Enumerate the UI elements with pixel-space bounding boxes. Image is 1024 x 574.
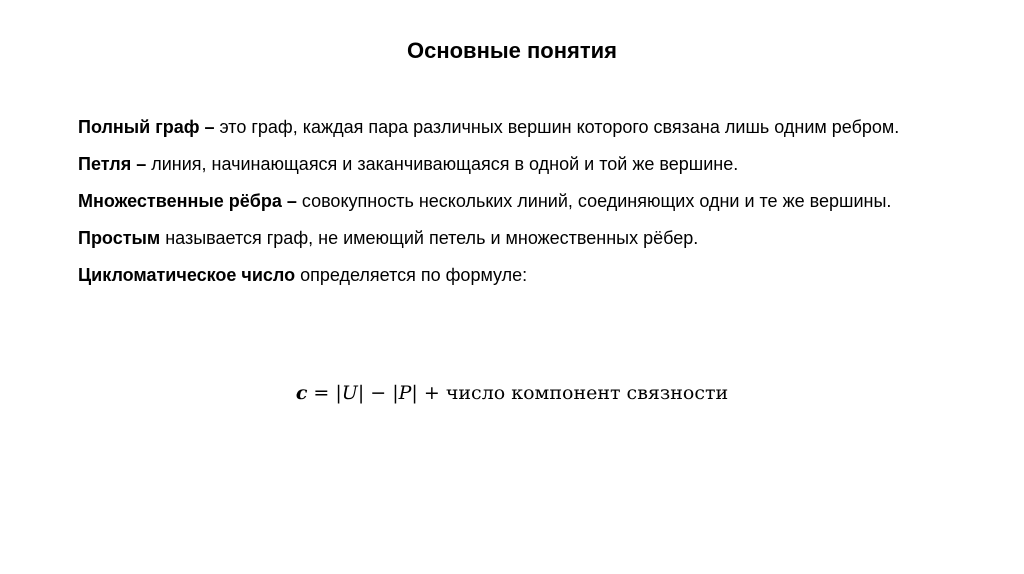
cyclomatic-formula xyxy=(0,375,1024,411)
definition-text: это граф, каждая пара различных вершин которого связана лишь одним ребром. xyxy=(214,117,900,137)
formula-plus: + xyxy=(417,382,446,404)
formula-minus: − xyxy=(364,382,393,404)
slide-body xyxy=(78,109,948,294)
term: Множественные рёбра – xyxy=(78,191,297,211)
definition-complete-graph xyxy=(78,109,948,146)
term: Простым xyxy=(78,228,161,248)
definition-loop xyxy=(78,146,948,183)
formula-bar: | xyxy=(357,382,365,404)
formula-tail: число компонент связности xyxy=(445,382,729,404)
formula-var-u: U xyxy=(341,382,358,404)
definition-text: линия, начинающаяся и заканчивающаяся в одной и той же вершине. xyxy=(146,154,739,174)
formula-var-p: P xyxy=(398,382,412,404)
definition-text: определяется по формуле: xyxy=(295,265,528,285)
term: Полный граф – xyxy=(78,117,215,137)
formula-bar: | xyxy=(335,382,342,404)
slide-title: Основные понятия xyxy=(406,38,617,63)
definition-multiple-edges xyxy=(78,183,948,220)
term: Цикломатическое число xyxy=(78,265,296,285)
term: Петля – xyxy=(78,154,147,174)
definition-simple-graph xyxy=(78,220,948,257)
formula-lhs: c xyxy=(295,382,308,404)
definition-text: называется граф, не имеющий петель и множественных рёбер. xyxy=(160,228,699,248)
formula-bar: | xyxy=(411,382,418,404)
formula-bar: | xyxy=(392,382,399,404)
definition-cyclomatic-number xyxy=(78,257,948,294)
definition-text: совокупность нескольких линий, соединяющих одни и те же вершины. xyxy=(296,191,892,211)
formula-equals: = xyxy=(307,382,336,404)
